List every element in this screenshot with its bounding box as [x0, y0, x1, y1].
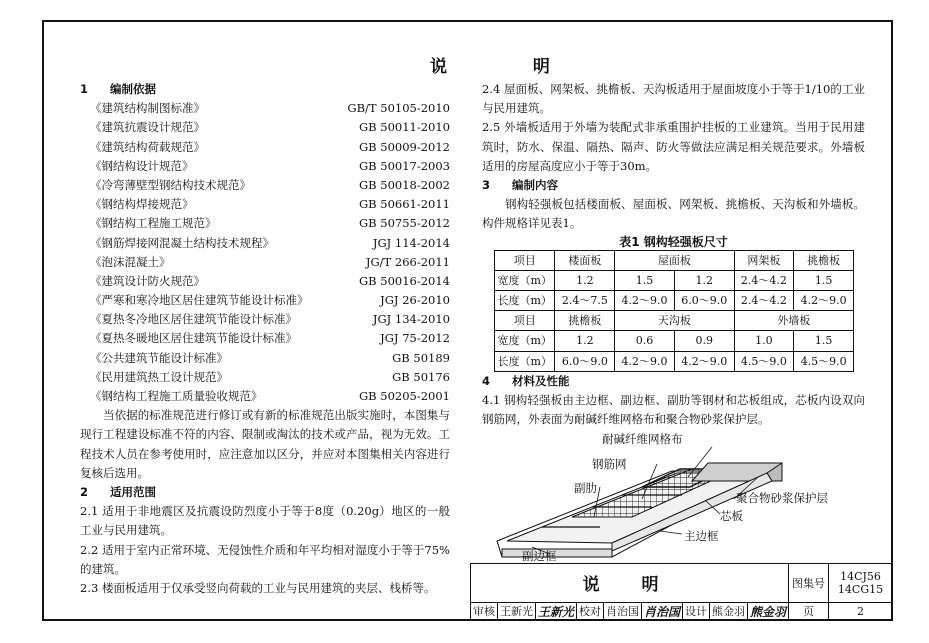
standard-code: JGJ 134-2010 [372, 312, 450, 327]
table-cell: 4.5～9.0 [794, 351, 854, 371]
table-row [495, 331, 854, 351]
standards-note: 当依据的标准规范进行修订或有新的标准规范出版实施时，本图集与现行工程建设标准不符的内容、限制或淘汰的技术或产品，视为无效。工程技术人员在参考使用时，应注意加以区分，并应对本图集相关内容进行复核后选用。 [80, 408, 450, 480]
standard-name: 《建筑结构荷载规范》 [90, 139, 205, 154]
standard-item [80, 329, 450, 348]
standard-code: GB 50017-2003 [358, 158, 450, 173]
standard-code: JGJ 75-2012 [380, 331, 450, 346]
section-3-heading [482, 176, 865, 195]
label-fiber-mesh-cloth: 耐碱纤维网格布 [602, 432, 683, 447]
standard-code: GB 50176 [392, 369, 450, 384]
standard-code: GB 50018-2002 [358, 177, 450, 192]
table-header-cell: 楼面板 [555, 250, 615, 270]
scope-item-2-2: 2.2 适用于室内正常环境、无侵蚀性介质和年平均相对湿度小于等于75%的建筑。 [80, 542, 450, 576]
label-sub-rib: 副肋 [574, 481, 597, 496]
section-number: 1 [80, 82, 89, 96]
standard-code: GB 50661-2011 [358, 197, 450, 212]
table-cell: 长度（m） [495, 351, 555, 371]
reviewer-signature: 王新光 [536, 602, 577, 620]
standard-item [80, 214, 450, 233]
standard-name: 《泡沫混凝土》 [90, 254, 171, 269]
table-header-cell: 天沟板 [615, 311, 734, 331]
checker-name: 肖治国 [604, 602, 642, 620]
standard-code: GB 50016-2014 [358, 273, 450, 288]
table-cell: 1.0 [734, 331, 794, 351]
table-cell: 4.2～9.0 [794, 291, 854, 311]
table-cell: 长度（m） [495, 291, 555, 311]
table-cell: 2.4～4.2 [734, 270, 794, 290]
atlas-number-2: 14CG15 [837, 582, 884, 596]
standards-list [80, 99, 450, 406]
table-cell: 1.5 [794, 270, 854, 290]
design-label: 设计 [683, 602, 710, 620]
right-column [482, 80, 865, 564]
section-number: 4 [482, 373, 491, 388]
standard-name: 《夏热冬冷地区居住建筑节能设计标准》 [90, 312, 297, 327]
table-cell: 6.0～9.0 [555, 351, 615, 371]
table-cell: 宽度（m） [495, 270, 555, 290]
standard-code: GB 50755-2012 [358, 216, 450, 231]
standard-name: 《公共建筑节能设计标准》 [90, 350, 228, 365]
standard-item [80, 118, 450, 137]
standard-item [80, 349, 450, 368]
section-1-heading [80, 80, 450, 99]
drawing-title: 说 明 [471, 564, 789, 603]
table-cell: 1.2 [555, 331, 615, 351]
standard-name: 《民用建筑热工设计规范》 [90, 369, 228, 384]
content-description: 钢构轻强板包括楼面板、屋面板、网架板、挑檐板、天沟板和外墙板。构件规格详见表1。 [482, 197, 865, 231]
table-header-cell: 屋面板 [615, 250, 734, 270]
table-cell: 0.9 [674, 331, 734, 351]
table-cell: 4.2～9.0 [674, 351, 734, 371]
table-header-cell: 项目 [495, 311, 555, 331]
section-title: 适用范围 [110, 485, 156, 500]
standard-item [80, 176, 450, 195]
table-header-cell: 挑檐板 [555, 311, 615, 331]
standard-code: JGJ 26-2010 [380, 293, 450, 308]
standard-item [80, 387, 450, 406]
standard-item [80, 99, 450, 118]
table-row [495, 311, 854, 331]
panel-figure [482, 429, 865, 564]
check-label: 校对 [577, 602, 604, 620]
table-header-cell: 网架板 [734, 250, 794, 270]
label-core-panel: 芯板 [720, 509, 743, 524]
table-cell: 1.5 [615, 270, 675, 290]
table-row [495, 270, 854, 290]
standard-name: 《钢结构工程施工质量验收规范》 [90, 389, 263, 404]
table-cell: 2.4～4.2 [734, 291, 794, 311]
title-block [470, 563, 893, 621]
standard-item [80, 368, 450, 387]
title-block-row [471, 602, 893, 620]
page-number: 2 [829, 602, 893, 620]
standard-code: GB 50205-2001 [358, 389, 450, 404]
standard-name: 《钢筋焊接网混凝土结构技术规程》 [90, 235, 274, 250]
standard-name: 《夏热冬暖地区居住建筑节能设计标准》 [90, 331, 297, 346]
reviewer-name: 王新光 [498, 602, 536, 620]
standard-name: 《建筑设计防火规范》 [90, 273, 205, 288]
standard-item [80, 291, 450, 310]
label-main-frame: 主边框 [684, 529, 719, 544]
standard-name: 《严寒和寒冷地区居住建筑节能设计标准》 [90, 293, 309, 308]
table-cell: 0.6 [615, 331, 675, 351]
section-number: 3 [482, 178, 491, 193]
scope-item-2-5: 2.5 外墙板适用于外墙为装配式非承重围护挂板的工业建筑。当用于民用建筑时，防水、保温、隔热、隔声、防火等做法应满足相关规范要求。外墙板适用的房屋高度应小于等于30m。 [482, 120, 865, 173]
table-row [495, 250, 854, 270]
section-4-heading [482, 372, 865, 391]
standard-item [80, 253, 450, 272]
table-cell: 1.2 [555, 270, 615, 290]
page-label: 页 [789, 602, 829, 620]
scope-item-2-1: 2.1 适用于非地震区及抗震设防烈度小于等于8度（0.20g）地区的一般工业与民用建筑。 [80, 504, 450, 538]
standard-code: JGJ 114-2014 [372, 235, 450, 250]
title-block-row [471, 564, 893, 603]
standard-item [80, 272, 450, 291]
table-cell: 4.2～9.0 [615, 351, 675, 371]
table-cell: 2.4～7.5 [555, 291, 615, 311]
standard-item [80, 310, 450, 329]
table-cell: 4.5～9.0 [734, 351, 794, 371]
standard-item [80, 234, 450, 253]
section-title: 材料及性能 [512, 373, 570, 388]
standard-name: 《钢结构设计规范》 [90, 158, 194, 173]
left-column [80, 80, 450, 598]
scope-item-2-4: 2.4 屋面板、网架板、挑檐板、天沟板适用于屋面坡度小于等于1/10的工业与民用建筑。 [482, 82, 865, 116]
scope-item-2-3: 2.3 楼面板适用于仅承受竖向荷载的工业与民用建筑的夹层、栈桥等。 [80, 581, 436, 596]
table-caption: 表1 钢构轻强板尺寸 [619, 234, 728, 249]
standard-name: 《钢结构工程施工规范》 [90, 216, 217, 231]
standard-code: GB 50009-2012 [358, 139, 450, 154]
review-label: 审核 [471, 602, 498, 620]
section-number: 2 [80, 485, 89, 500]
designer-name: 熊金羽 [710, 602, 748, 620]
table-row [495, 351, 854, 371]
table-cell: 1.2 [674, 270, 734, 290]
table-header-cell: 项目 [495, 250, 555, 270]
table-cell: 4.2～9.0 [615, 291, 675, 311]
section-title: 编制依据 [110, 82, 156, 96]
standard-name: 《冷弯薄壁型钢结构技术规范》 [90, 177, 251, 192]
standard-code: GB/T 50105-2010 [347, 101, 450, 116]
standard-name: 《建筑结构制图标准》 [90, 101, 205, 116]
table-row [495, 291, 854, 311]
label-sub-frame: 副边框 [522, 549, 557, 564]
label-rebar-mesh: 钢筋网 [592, 457, 627, 472]
checker-signature: 肖治国 [642, 602, 683, 620]
table-cell: 1.5 [794, 331, 854, 351]
standard-item [80, 195, 450, 214]
standard-name: 《钢结构焊接规范》 [90, 197, 194, 212]
standard-code: JG/T 266-2011 [365, 254, 450, 269]
size-table [494, 250, 854, 372]
section-title: 编制内容 [512, 178, 558, 193]
standard-name: 《建筑抗震设计规范》 [90, 120, 205, 135]
standard-item [80, 157, 450, 176]
atlas-number-1: 14CJ56 [840, 569, 881, 583]
section-2-heading [80, 483, 450, 502]
atlas-number [829, 564, 893, 603]
table-cell: 宽度（m） [495, 331, 555, 351]
label-mortar-layer: 聚合物砂浆保护层 [736, 491, 828, 506]
table-header-cell: 挑檐板 [794, 250, 854, 270]
atlas-label: 图集号 [789, 564, 829, 603]
page-title: 说 明 [430, 57, 590, 77]
standard-item [80, 138, 450, 157]
designer-signature: 熊金羽 [748, 602, 789, 620]
materials-text: 4.1 钢构轻强板由主边框、副边框、副肋等钢材和芯板组成，芯板内设双向钢筋网，外表面为耐碱纤维网格布和聚合物砂浆保护层。 [482, 393, 865, 427]
table-header-cell: 外墙板 [734, 311, 853, 331]
standard-code: GB 50189 [392, 350, 450, 365]
table-cell: 6.0～9.0 [674, 291, 734, 311]
standard-code: GB 50011-2010 [358, 120, 450, 135]
